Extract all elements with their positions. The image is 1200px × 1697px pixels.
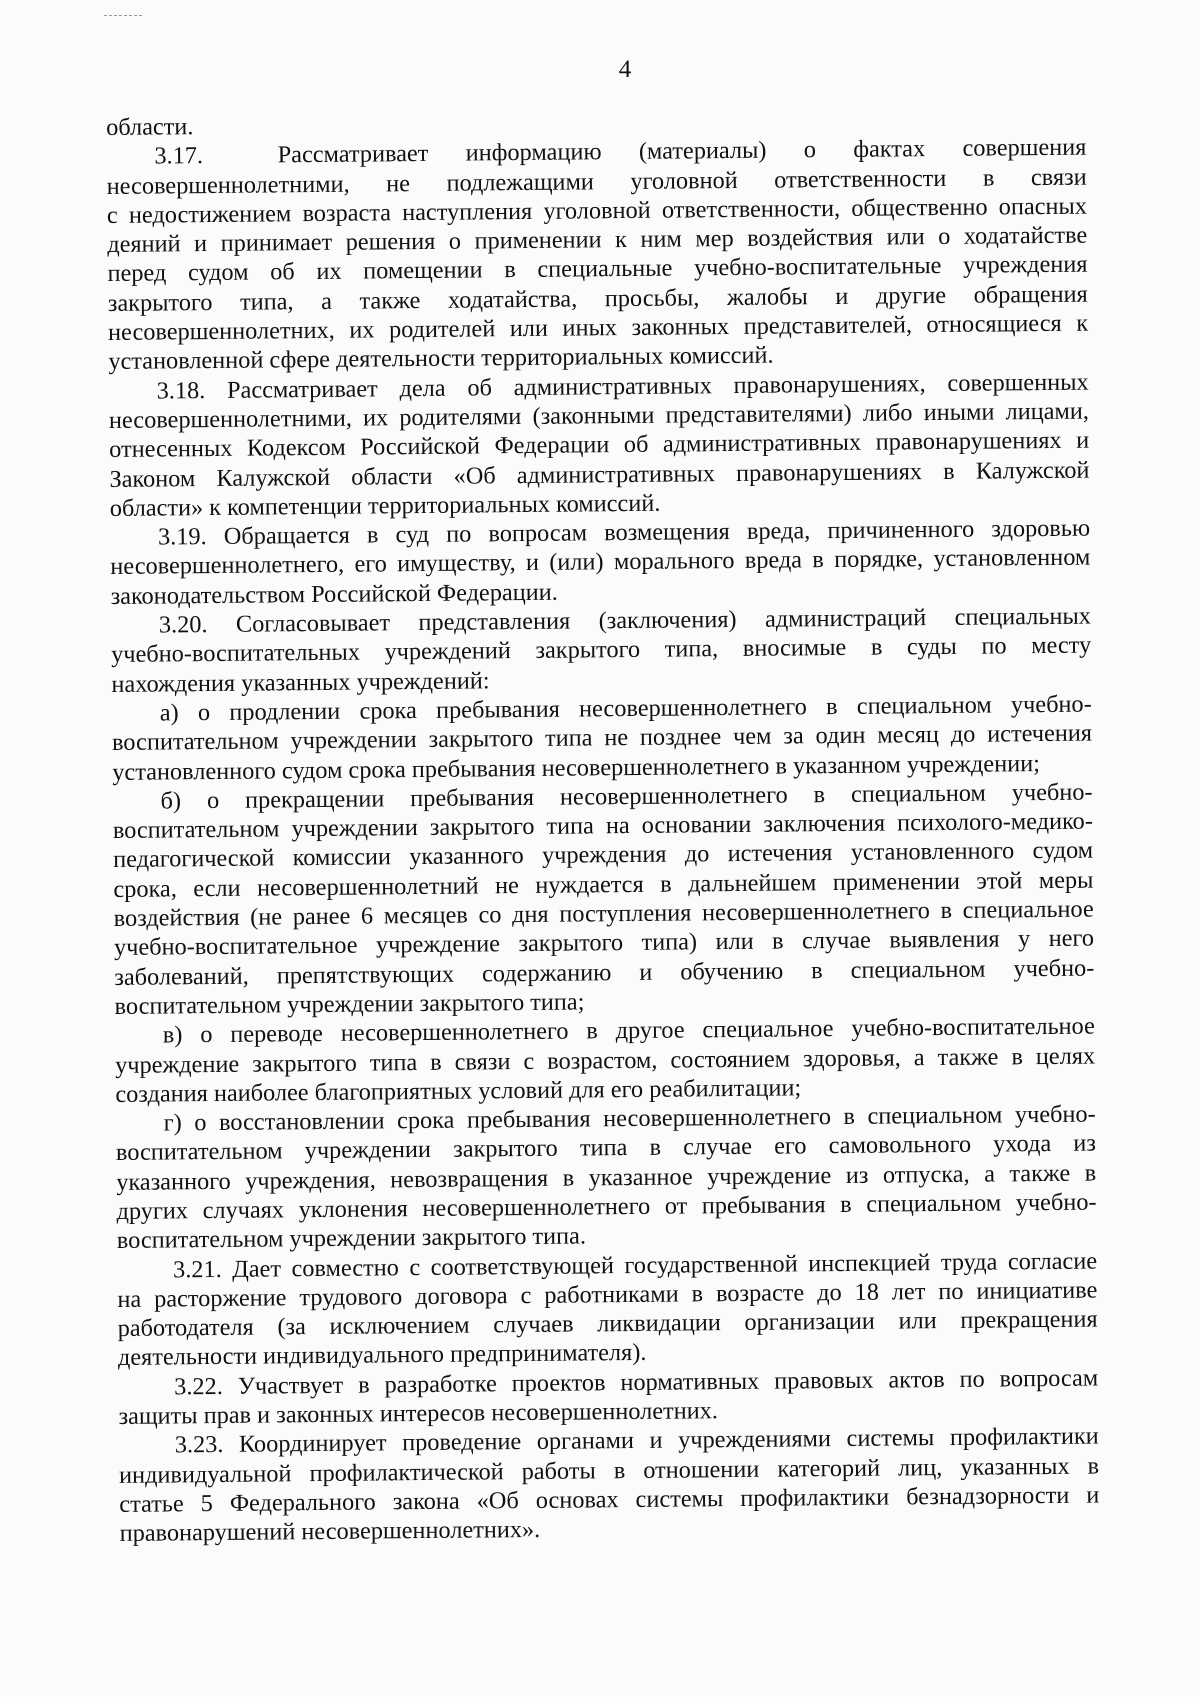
text-line: учреждение закрытого типа в связи с возрастом, состоянием здоровья, а также в целях: [115, 1042, 1096, 1079]
text-line: а) о продлении срока пребывания несовершеннолетнего в специальном учебно-: [159, 690, 1092, 727]
text-line: б) о прекращении пребывания несовершеннолетнего в специальном учебно-: [160, 778, 1093, 815]
text-line: создания наиболее благоприятных условий для его реабилитации;: [115, 1074, 802, 1108]
text-line: Законом Калужской области «Об административных правонарушениях в Калужской: [109, 456, 1090, 493]
document-body: [106, 104, 1100, 1549]
text-line: защиты прав и законных интересов несовершеннолетних.: [118, 1397, 719, 1431]
text-line: несовершеннолетнего, его имуществу, и (или) морального вреда в порядке, установленном: [110, 544, 1091, 581]
text-line: в) о переводе несовершеннолетнего в другое специальное учебно-воспитательное: [162, 1012, 1095, 1049]
text-line: закрытого типа, а также ходатайства, просьбы, жалобы и другие обращения: [107, 280, 1088, 317]
text-line: статье 5 Федерального закона «Об основах системы профилактики безнадзорности и: [119, 1481, 1100, 1518]
text-line: области» к компетенции территориальных комиссий.: [109, 489, 661, 522]
text-line: учебно-воспитательных учреждений закрытого типа, вносимые в суды по месту: [111, 631, 1092, 669]
text-line: несовершеннолетними, не подлежащими уголовной ответственности в связи: [106, 163, 1087, 200]
text-line: установленной сфере деятельности территориальных комиссий.: [108, 341, 774, 376]
text-line: деятельности индивидуального предпринимателя).: [117, 1339, 647, 1372]
text-line: воспитательном учреждении закрытого типа;: [114, 988, 585, 1020]
text-line: срока, если несовершеннолетний не нуждается в дальнейшем применении этой меры: [113, 866, 1094, 903]
text-line: воспитательном учреждении закрытого типа на основании заключения психолого-медико-: [112, 807, 1093, 845]
text-line: установленного судом срока пребывания несовершеннолетнего в указанном учреждении;: [112, 749, 1041, 786]
text-line: на расторжение трудового договора с работниками в возрасте до 18 лет по инициативе: [117, 1276, 1098, 1313]
text-line: воспитательном учреждении закрытого типа.: [116, 1222, 587, 1255]
text-line: индивидуальной профилактической работы в отношении категорий лиц, указанных в: [118, 1452, 1100, 1489]
text-line: учебно-воспитательное учреждение закрытого типа) или в случае выявления у него: [113, 924, 1095, 962]
text-line: указанного учреждения, невозвращения в указанное учреждение из отпуска, а также в: [116, 1159, 1097, 1196]
text-line: работодателя (за исключением случаев ликвидации организации или прекращения: [117, 1305, 1098, 1343]
text-line: 3.22. Участвует в разработке проектов нормативных правовых актов по вопросам: [174, 1364, 1099, 1401]
text-line: перед судом об их помещении в специальные учебно-воспитательные учреждения: [107, 251, 1088, 288]
text-line: деяний и принимает решения о применении к ним мер воздействия или о ходатайстве: [107, 221, 1088, 259]
text-line: нахождения указанных учреждений:: [111, 666, 490, 698]
text-line: воспитательном учреждении закрытого типа в случае его самовольного ухода из: [115, 1129, 1097, 1167]
text-line: 3.21. Дает совместно с соответствующей государственной инспекцией труда согласие: [172, 1247, 1098, 1283]
page-number: 4: [618, 56, 632, 83]
text-line: воспитательном учреждении закрытого типа не позднее чем за один месяц до истечения: [111, 719, 1093, 757]
text-line: 3.17. Рассматривает информацию (материалы) о фактах совершения: [154, 133, 1087, 170]
text-line: других случаях уклонения несовершеннолетнего от пребывания в специальном учебно-: [116, 1188, 1097, 1225]
text-line: области.: [106, 113, 194, 141]
text-line: 3.18. Рассматривает дела об административных правонарушениях, совершенных: [156, 368, 1089, 405]
text-line: 3.23. Координирует проведение органами и учреждениями системы профилактики: [174, 1422, 1099, 1459]
text-line: несовершеннолетними, их родителями (законными представителями) либо иными лицами,: [108, 397, 1090, 434]
text-line: отнесенных Кодексом Российской Федерации об административных правонарушениях и: [109, 426, 1090, 464]
text-line: г) о восстановлении срока пребывания несовершеннолетнего в специальном учебно-: [163, 1100, 1096, 1137]
text-line: 3.19. Обращается в суд по вопросам возмещения вреда, причиненного здоровью: [157, 514, 1091, 551]
scan-artifact: [104, 15, 142, 18]
text-line: с недостижением возраста наступления уголовной ответственности, общественно опасных: [106, 192, 1088, 229]
text-line: заболеваний, препятствующих содержанию и обучению в специальном учебно-: [114, 954, 1095, 991]
text-line: законодательством Российской Федерации.: [110, 578, 558, 610]
text-line: педагогической комиссии указанного учреждения до истечения установленного судом: [113, 836, 1094, 874]
text-line: 3.20. Согласовывает представления (заключения) администраций специальных: [158, 602, 1092, 639]
text-line: несовершеннолетних, их родителей или иных законных представителей, относящиеся к: [107, 309, 1089, 347]
text-line: правонарушений несовершеннолетних».: [119, 1516, 541, 1548]
text-line: воздействия (не ранее 6 месяцев со дня поступления несовершеннолетнего в специальное: [113, 895, 1094, 932]
